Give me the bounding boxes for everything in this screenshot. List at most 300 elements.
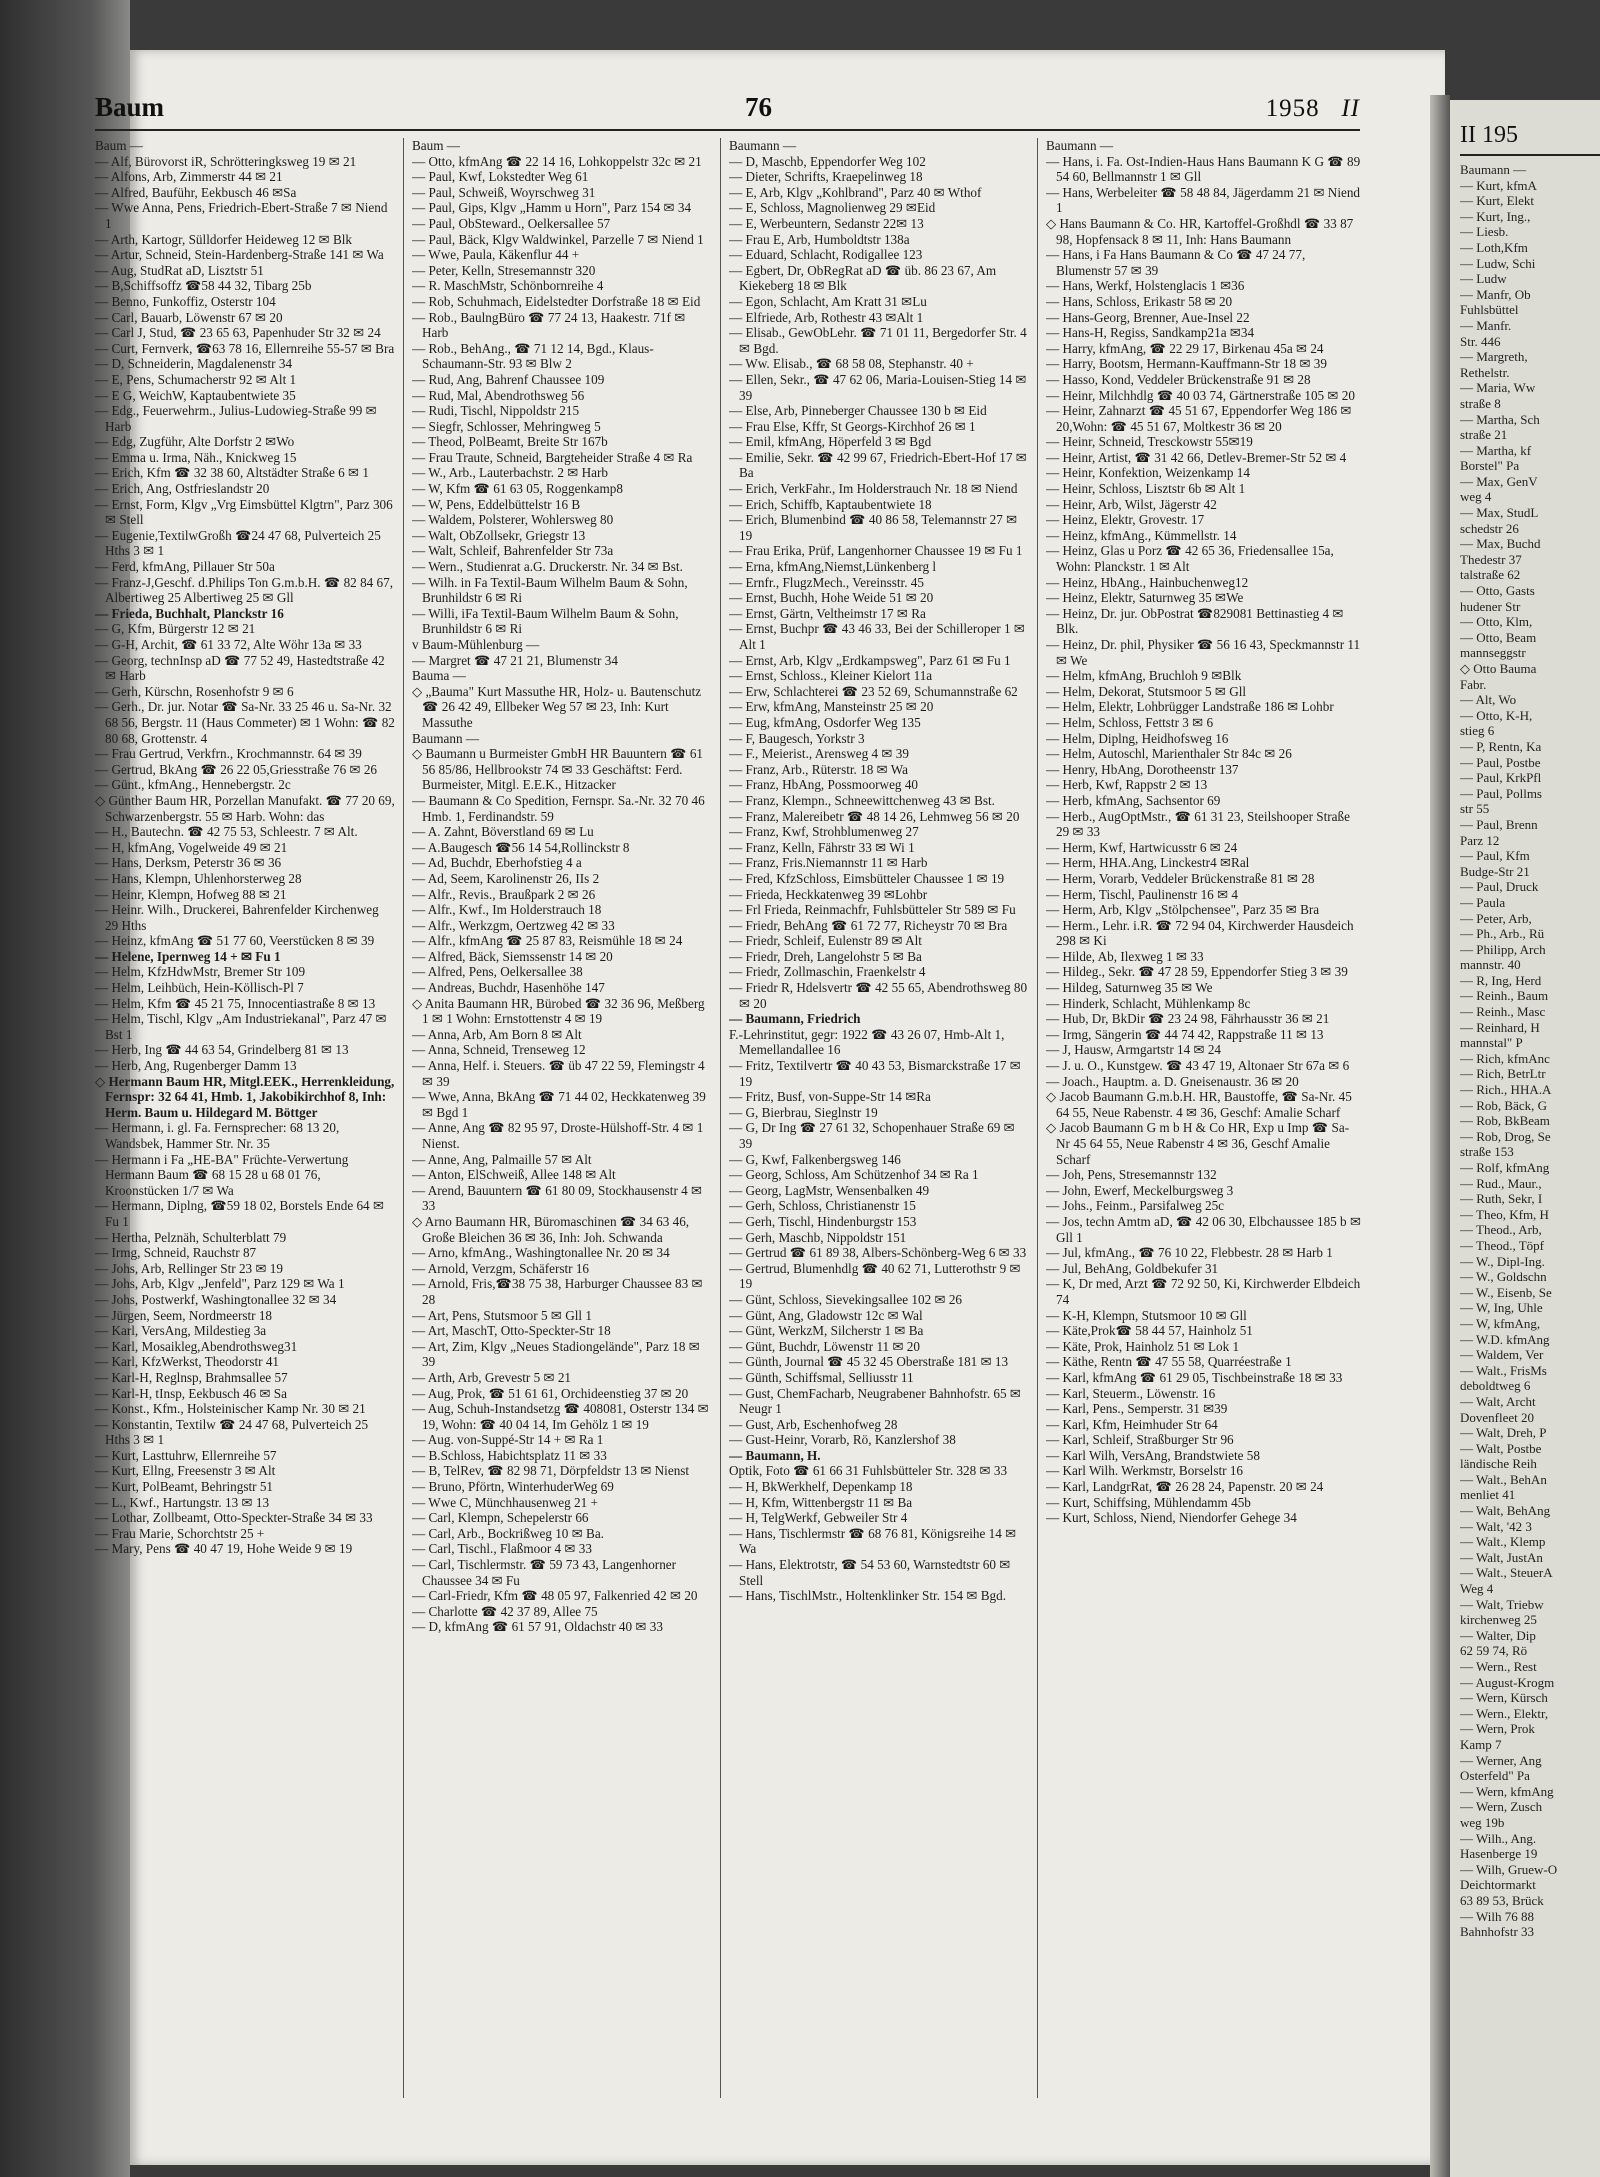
directory-entry: — G, Kwf, Falkenbergsweg 146 xyxy=(729,1151,901,1167)
adjacent-page-line: Osterfeld" Pa xyxy=(1460,1768,1530,1784)
adjacent-page-line: Kamp 7 xyxy=(1460,1736,1502,1752)
adjacent-page-line: — Paul, Druck xyxy=(1460,879,1539,895)
directory-entry: — Günt, Buchdr, Löwenstr 11 ✉ 20 xyxy=(729,1338,920,1354)
adjacent-page-line: weg 19b xyxy=(1460,1814,1505,1830)
directory-entry: ◇ Anita Baumann HR, Bürobed ☎ 32 36 96, Meßberg 1 ✉ 1 Wohn: Ernstottenstr 4 ✉ 19 xyxy=(412,995,705,1027)
directory-entry: — Georg, technInsp aD ☎ 77 52 49, Hastedtstraße 42 ✉ Harb xyxy=(95,652,385,684)
directory-entry: — Mary, Pens ☎ 40 47 19, Hohe Weide 9 ✉ 19 xyxy=(95,1541,353,1557)
directory-entry: — Aug, StudRat aD, Lisztstr 51 xyxy=(95,262,264,278)
directory-entry: — Bruno, Pförtn, WinterhuderWeg 69 xyxy=(412,1479,614,1495)
adjacent-page-line: — Reinh., Baum xyxy=(1460,988,1549,1004)
directory-entry: — Gertrud, BkAng ☎ 26 22 05,Griesstraße 76 ✉ 26 xyxy=(95,761,378,777)
directory-entry: — Gust, ChemFacharb, Neugrabener Bahnhofstr. 65 ✉ Neugr 1 xyxy=(729,1385,1021,1417)
directory-entry: — Franz, Fris.Niemannstr 11 ✉ Harb xyxy=(729,855,928,871)
directory-entry: — Friedr, BehAng ☎ 61 72 77, Richeystr 70 ✉ Bra xyxy=(729,917,1008,933)
directory-entry: — Aug, Prok, ☎ 51 61 61, Orchideenstieg 37 ✉ 20 xyxy=(412,1385,689,1401)
adjacent-page-line: — Kurt, Ing., xyxy=(1460,208,1531,224)
directory-entry: — Friedr R, Hdelsvertr ☎ 42 55 65, Abendrothsweg 80 ✉ 20 xyxy=(729,980,1028,1011)
directory-entry: — Kurt, Schiffsing, Mühlendamm 45b xyxy=(1046,1494,1251,1510)
directory-entry: — H, TelgWerkf, Gebweiler Str 4 xyxy=(729,1510,908,1526)
directory-entry: — Rob., BaulngBüro ☎ 77 24 13, Haakestr. 71f ✉ Harb xyxy=(412,309,686,341)
directory-entry: — Karl Wilh, VersAng, Brandstwiete 58 xyxy=(1046,1447,1260,1463)
adjacent-page-line: Budge-Str 21 xyxy=(1460,863,1530,879)
directory-entry: — Georg, LagMstr, Wensenbalken 49 xyxy=(729,1182,930,1198)
adjacent-page-line: — Walt, BehAng xyxy=(1460,1503,1551,1519)
directory-entry: — Peter, Kelln, Stresemannstr 320 xyxy=(412,262,596,278)
adjacent-page-line: — Rob, Drog, Se xyxy=(1460,1128,1551,1144)
directory-entry: — Karl, kfmAng ☎ 61 29 05, Tischbeinstraße 18 ✉ 33 xyxy=(1046,1369,1343,1385)
directory-entry: — Käte, Prok, Hainholz 51 ✉ Lok 1 xyxy=(1046,1338,1240,1354)
adjacent-page-line: — W., Dipl-Ing. xyxy=(1460,1253,1545,1269)
adjacent-page-line: Str. 446 xyxy=(1460,333,1501,349)
directory-entry: — Paul, ObSteward., Oelkersallee 57 xyxy=(412,215,611,231)
adjacent-page-line: — Ludw xyxy=(1460,271,1507,287)
adjacent-page-line: ländische Reih xyxy=(1460,1456,1537,1472)
directory-entry: — Joh, Pens, Stresemannstr 132 xyxy=(1046,1167,1217,1183)
directory-entry: — Franz, HbAng, Possmoorweg 40 xyxy=(729,777,919,793)
adjacent-page-line: straße 153 xyxy=(1460,1144,1514,1160)
directory-entry: — Willi, iFa Textil-Baum Wilhelm Baum & Sohn, Brunhildstr 6 ✉ Ri xyxy=(412,605,679,637)
directory-entry: — Erw, Schlachterei ☎ 23 52 69, Schumannstraße 62 xyxy=(729,683,1018,699)
directory-entry: — Gertrud, Blumenhdlg ☎ 40 62 71, Lutterothstr 9 ✉ 19 xyxy=(729,1260,1021,1292)
directory-entry: — Heinr, Zahnarzt ☎ 45 51 67, Eppendorfer Weg 186 ✉ 20,Wohn: ☎ 45 51 67, Moltkestr 36 ✉ 20 xyxy=(1046,403,1352,434)
section-heading: Baumann — xyxy=(1046,138,1114,153)
adjacent-page-line: — Rob, Bäck, G xyxy=(1460,1097,1548,1113)
directory-entry: — Arno, kfmAng., Washingtonallee Nr. 20 ✉ 34 xyxy=(412,1245,670,1261)
directory-column-3 xyxy=(729,138,1029,2103)
adjacent-page-line: — Reinh., Masc xyxy=(1460,1004,1546,1020)
directory-entry: — Charlotte ☎ 42 37 89, Allee 75 xyxy=(412,1603,598,1619)
directory-entry: — Hans, Elektrotstr, ☎ 54 53 60, Warnstedtstr 60 ✉ Stell xyxy=(729,1557,1011,1588)
adjacent-page-line: — Reinhard, H xyxy=(1460,1019,1540,1035)
directory-entry: Optik, Foto ☎ 61 66 31 Fuhlsbütteler Str. 328 ✉ 33 xyxy=(729,1463,1008,1479)
directory-entry: — Arnold, Fris,☎38 75 38, Harburger Chaussee 83 ✉ 28 xyxy=(412,1276,703,1307)
directory-entry: — Hub, Dr, BkDir ☎ 23 24 98, Fährhausstr 36 ✉ 21 xyxy=(1046,1011,1330,1027)
directory-entry: — Gerh, Tischl, Hindenburgstr 153 xyxy=(729,1213,917,1229)
directory-entry: — Wwe, Paula, Käkenflur 44 + xyxy=(412,247,580,263)
adjacent-page-line: — Wern, Kürsch xyxy=(1460,1690,1548,1706)
directory-entry: — Karl, KfzWerkst, Theodorstr 41 xyxy=(95,1354,280,1370)
directory-entry: — Fritz, Textilvertr ☎ 40 43 53, Bismarckstraße 17 ✉ 19 xyxy=(729,1058,1021,1089)
directory-entry: — Ernst, Buchpr ☎ 43 46 33, Bei der Schilleroper 1 ✉ Alt 1 xyxy=(729,621,1025,652)
directory-entry: — Heinz, Dr. phil, Physiker ☎ 56 16 43, Speckmannstr 11 ✉ We xyxy=(1046,637,1361,668)
adjacent-page-line: — Werner, Ang xyxy=(1460,1752,1542,1768)
adjacent-page-line: — Ph., Arb., Rü xyxy=(1460,926,1545,942)
directory-entry: — G, Bierbrau, Sieglnstr 19 xyxy=(729,1104,878,1120)
adjacent-page-line: Fuhlsbüttel xyxy=(1460,302,1519,318)
directory-column-1 xyxy=(95,138,395,2103)
directory-entry: — Alfons, Arb, Zimmerstr 44 ✉ 21 xyxy=(95,169,283,185)
directory-entry: — Edg., Feuerwehrm., Julius-Ludowieg-Straße 99 ✉ Harb xyxy=(95,403,377,434)
directory-entry: — Gerh, Maschb, Nippoldstr 151 xyxy=(729,1229,907,1245)
adjacent-page-line: — Walt, JustAn xyxy=(1460,1549,1543,1565)
adjacent-page-line: schedstr 26 xyxy=(1460,520,1519,536)
directory-entry: — Harry, Bootsm, Hermann-Kauffmann-Str 18 ✉ 39 xyxy=(1046,356,1327,372)
adjacent-page-line: — Wilh, Gruew-O xyxy=(1460,1861,1558,1877)
directory-entry: ◇ Jacob Baumann G m b H & Co HR, Exp u Imp ☎ Sa-Nr 45 64 55, Neue Rabenstr 4 ✉ 36, Geschf Amalie Scharf xyxy=(1046,1120,1350,1167)
directory-entry: — K, Dr med, Arzt ☎ 72 92 50, Ki, Kirchwerder Elbdeich 74 xyxy=(1046,1276,1361,1307)
adjacent-page-line: Borstel" Pa xyxy=(1460,458,1520,474)
directory-entry: — Helm, kfmAng, Bruchloh 9 ✉Blk xyxy=(1046,668,1242,684)
column-rule xyxy=(403,138,404,2098)
directory-entry: — Ernst, Form, Klgv „Vrg Eimsbüttel Klgtrn", Parz 306 ✉ Stell xyxy=(95,496,393,528)
directory-entry: — Jürgen, Seem, Nordmeerstr 18 xyxy=(95,1307,273,1323)
directory-entry: — Wilh. in Fa Textil-Baum Wilhelm Baum & Sohn, Brunhildstr 6 ✉ Ri xyxy=(412,574,688,606)
adjacent-page-line: hudener Str xyxy=(1460,598,1521,614)
directory-entry: — Herm, Kwf, Hartwicusstr 6 ✉ 24 xyxy=(1046,839,1238,855)
adjacent-page-line: — Maria, Ww xyxy=(1460,380,1536,396)
directory-entry: — Hans-H, Regiss, Sandkamp21a ✉34 xyxy=(1046,325,1255,341)
directory-entry: — Arth, Kartogr, Sülldorfer Heideweg 12 ✉ Blk xyxy=(95,231,353,247)
adjacent-page-line: — Paul, Kfm xyxy=(1460,848,1530,864)
directory-entry: — L., Kwf., Hartungstr. 13 ✉ 13 xyxy=(95,1494,270,1510)
directory-entry: — Walt, Schleif, Bahrenfelder Str 73a xyxy=(412,543,614,559)
directory-entry: — Karl, VersAng, Mildestieg 3a xyxy=(95,1323,267,1339)
directory-entry: — Baumann, Friedrich xyxy=(729,1011,861,1027)
directory-entry: — Anna, Schneid, Trenseweg 12 xyxy=(412,1042,586,1058)
directory-entry: — Günt, Schloss, Sievekingsallee 102 ✉ 26 xyxy=(729,1291,963,1307)
directory-entry: — Günt, WerkzM, Silcherstr 1 ✉ Ba xyxy=(729,1323,924,1339)
directory-entry: — Herm., Lehr. i.R. ☎ 72 94 04, Kirchwerder Hausdeich 298 ✉ Ki xyxy=(1046,917,1354,949)
directory-entry: — Helm, Schloss, Fettstr 3 ✉ 6 xyxy=(1046,714,1214,730)
adjacent-page-line: — Paul, Brenn xyxy=(1460,816,1538,832)
directory-entry: — Herm, Arb, Klgv „Stölpchensee", Parz 35 ✉ Bra xyxy=(1046,902,1320,918)
directory-entry: — Anne, Ang ☎ 82 95 97, Droste-Hülshoff-Str. 4 ✉ 1 Nienst. xyxy=(412,1120,704,1151)
adjacent-page-line: Hasenberge 19 xyxy=(1460,1846,1538,1862)
directory-entry: — Johs, Arb, Rellinger Str 23 ✉ 19 xyxy=(95,1260,283,1276)
adjacent-page-line: mannseggstr xyxy=(1460,645,1526,661)
directory-entry: — Alfr., kfmAng ☎ 25 87 83, Reismühle 18 ✉ 24 xyxy=(412,933,683,949)
directory-entry: — Fritz, Busf, von-Suppe-Str 14 ✉Ra xyxy=(729,1089,931,1105)
adjacent-page-line: — Walter, Dip xyxy=(1460,1627,1536,1643)
directory-entry: — Hans, Derksm, Peterstr 36 ✉ 36 xyxy=(95,855,282,871)
directory-entry: — Alfred, Bauführ, Eekbusch 46 ✉Sa xyxy=(95,184,297,200)
directory-entry: — Frau Marie, Schorchtstr 25 + xyxy=(95,1525,265,1541)
directory-entry: — Frau Gertrud, Verkfrn., Krochmannstr. 64 ✉ 39 xyxy=(95,746,362,762)
directory-entry: — Ad, Seem, Karolinenstr 26, IIs 2 xyxy=(412,870,600,886)
directory-entry: — W., Arb., Lauterbachstr. 2 ✉ Harb xyxy=(412,465,609,481)
directory-entry: — Alfr., Werkzgm, Oertzweg 42 ✉ 33 xyxy=(412,917,615,933)
directory-entry: — Franz-J,Geschf. d.Philips Ton G.m.b.H. ☎ 82 84 67, Albertiweg 25 Albertiweg 25 ✉ Gll xyxy=(95,574,394,606)
directory-entry: — Edg, Zugführ, Alte Dorfstr 2 ✉Wo xyxy=(95,434,295,450)
directory-entry: — Heinz, Elektr, Grovestr. 17 xyxy=(1046,512,1205,528)
adjacent-page-line: — Paul, Postbe xyxy=(1460,754,1541,770)
adjacent-page-line: Rethelstr. xyxy=(1460,364,1510,380)
directory-entry: — H, kfmAng, Vogelweide 49 ✉ 21 xyxy=(95,839,288,855)
directory-entry: ◇ Günther Baum HR, Porzellan Manufakt. ☎ 77 20 69, Schwarzenbergstr. 55 ✉ Harb. Wohn: das xyxy=(95,792,395,824)
directory-entry: — Franz, Arb., Rüterstr. 18 ✉ Wa xyxy=(729,761,908,777)
directory-columns xyxy=(95,138,1365,2108)
directory-entry: — Käte,Prok☎ 58 44 57, Hainholz 51 xyxy=(1046,1323,1253,1339)
adjacent-page-line: — Theod., Töpf xyxy=(1460,1237,1545,1253)
adjacent-page-line: Bahnhofstr 33 xyxy=(1460,1924,1535,1940)
directory-entry: — W, Kfm ☎ 61 63 05, Roggenkamp8 xyxy=(412,481,623,497)
directory-entry: — G, Kfm, Bürgerstr 12 ✉ 21 xyxy=(95,621,256,637)
directory-entry: — Ww. Elisab., ☎ 68 58 08, Stephanstr. 40 + xyxy=(729,356,974,372)
page-year xyxy=(1266,95,1360,123)
adjacent-page-line: — Walt, Postbe xyxy=(1460,1440,1542,1456)
adjacent-page-line: menliet 41 xyxy=(1460,1487,1516,1503)
adjacent-page-line: — Max, Buchd xyxy=(1460,536,1541,552)
directory-entry: — Anton, ElSchweiß, Allee 148 ✉ Alt xyxy=(412,1167,616,1183)
directory-entry: — Frau Else, Kffr, St Georgs-Kirchhof 26 ✉ 1 xyxy=(729,418,976,434)
directory-entry: — Kurt, Lasttuhrw, Ellernreihe 57 xyxy=(95,1447,277,1463)
directory-entry: — Irmg, Sängerin ☎ 44 74 42, Rappstraße 11 ✉ 13 xyxy=(1046,1026,1324,1042)
directory-entry: — Franz, Malereibetr ☎ 48 14 26, Lehmweg 56 ✉ 20 xyxy=(729,808,1020,824)
directory-entry: — Helm, Kfm ☎ 45 21 75, Innocentiastraße 8 ✉ 13 xyxy=(95,995,376,1011)
directory-entry: v Baum-Mühlenburg — xyxy=(412,637,540,652)
directory-entry: — Alfred, Pens, Oelkersallee 38 xyxy=(412,964,583,980)
directory-entry: — Herb, Ing ☎ 44 63 54, Grindelberg 81 ✉ 13 xyxy=(95,1042,349,1058)
directory-entry: — A. Zahnt, Böverstland 69 ✉ Lu xyxy=(412,824,594,840)
directory-entry: — Herm, Vorarb, Veddeler Brückenstraße 81 ✉ 28 xyxy=(1046,870,1315,886)
directory-entry: — Paul, Gips, Klgv „Hamm u Horn", Parz 154 ✉ 34 xyxy=(412,200,692,216)
directory-entry: — Hasso, Kond, Veddeler Brückenstraße 91 ✉ 28 xyxy=(1046,371,1311,387)
directory-entry: — Benno, Funkoffiz, Osterstr 104 xyxy=(95,293,276,309)
directory-entry: — Arth, Arb, Grevestr 5 ✉ 21 xyxy=(412,1369,572,1385)
directory-entry: — Hans-Georg, Brenner, Aue-Insel 22 xyxy=(1046,309,1250,325)
directory-entry: — Helm, Leihbüch, Hein-Köllisch-Pl 7 xyxy=(95,980,304,996)
adjacent-page-line: mannstal" P xyxy=(1460,1035,1523,1051)
directory-entry: — Baumann, H. xyxy=(729,1447,821,1463)
directory-entry: — Jos, techn Amtm aD, ☎ 42 06 30, Elbchaussee 185 b ✉ Gll 1 xyxy=(1046,1213,1361,1245)
adjacent-page-line: — Wern, Prok xyxy=(1460,1721,1535,1737)
directory-entry: — E, Arb, Klgv „Kohlbrand", Parz 40 ✉ Wthof xyxy=(729,184,982,200)
adjacent-page-line: 62 59 74, Rö xyxy=(1460,1643,1528,1659)
directory-entry: — Frau Erika, Prüf, Langenhorner Chaussee 19 ✉ Fu 1 xyxy=(729,543,1023,559)
directory-entry: — Art, Pens, Stutsmoor 5 ✉ Gll 1 xyxy=(412,1307,592,1323)
directory-entry: ◇ Hermann Baum HR, Mitgl.EEK., Herrenkleidung, Fernspr: 32 64 41, Hmb. 1, Jakobikirchhof 8, Inh: Herm. Baum u. Hildegard M. Böttger xyxy=(95,1073,395,1120)
directory-entry: — Egbert, Dr, ObRegRat aD ☎ üb. 86 23 67, Am Kiekeberg 18 ✉ Blk xyxy=(729,262,997,294)
directory-entry: — Carl, Tischlermstr. ☎ 59 73 43, Langenhorner Chaussee 34 ✉ Fu xyxy=(412,1557,677,1588)
directory-entry: — Wwe C, Münchhausenweg 21 + xyxy=(412,1494,598,1510)
directory-entry: — Paul, Bäck, Klgv Waldwinkel, Parzelle 7 ✉ Niend 1 xyxy=(412,231,704,247)
directory-entry: — Erich, Kfm ☎ 32 38 60, Altstädter Straße 6 ✉ 1 xyxy=(95,465,369,481)
directory-entry: — Hans, Werbeleiter ☎ 58 48 84, Jägerdamm 21 ✉ Niend 1 xyxy=(1046,184,1361,216)
directory-entry: — Hermann, Diplng, ☎59 18 02, Borstels Ende 64 ✉ Fu 1 xyxy=(95,1198,384,1229)
adjacent-page-line: — Walt., BehAn xyxy=(1460,1471,1547,1487)
year-text: 1958 xyxy=(1265,95,1320,122)
adjacent-page-line: — Rolf, kfmAng xyxy=(1460,1160,1550,1175)
adjacent-page-line: — Paula xyxy=(1460,894,1506,910)
directory-entry: — Günt., kfmAng., Hennebergstr. 2c xyxy=(95,777,291,793)
directory-entry: — Karl, Kfm, Heimhuder Str 64 xyxy=(1046,1416,1218,1432)
adjacent-page-line: — Rich., HHA.A xyxy=(1460,1082,1552,1098)
directory-entry: — Egon, Schlacht, Am Kratt 31 ✉Lu xyxy=(729,293,927,309)
directory-entry: — Jul, kfmAng., ☎ 76 10 22, Flebbestr. 28 ✉ Harb 1 xyxy=(1046,1245,1333,1261)
directory-entry: — Frau Traute, Schneid, Bargteheider Straße 4 ✉ Ra xyxy=(412,449,693,465)
adjacent-page-line: Baumann — xyxy=(1460,162,1527,177)
directory-entry: — Curt, Fernverk, ☎63 78 16, Ellernreihe 55-57 ✉ Bra xyxy=(95,340,395,356)
adjacent-page-line: Fabr. xyxy=(1460,676,1487,692)
directory-entry: — Hans, Klempn, Uhlenhorsterweg 28 xyxy=(95,870,302,886)
directory-entry: — Henry, HbAng, Dorotheenstr 137 xyxy=(1046,761,1239,777)
directory-entry: — Konstantin, Textilw ☎ 24 47 68, Pulverteich 25 Hths 3 ✉ 1 xyxy=(95,1416,369,1448)
directory-entry: — Alfred, Bäck, Siemssenstr 14 ✉ 20 xyxy=(412,948,613,964)
directory-entry: — Margret ☎ 47 21 21, Blumenstr 34 xyxy=(412,652,618,668)
directory-entry: — Herm, Tischl, Paulinenstr 16 ✉ 4 xyxy=(1046,886,1239,902)
directory-entry: — J, Hausw, Armgartstr 14 ✉ 24 xyxy=(1046,1042,1222,1058)
column-rule xyxy=(720,138,721,2098)
directory-entry: — J. u. O., Kunstgew. ☎ 43 47 19, Altonaer Str 67a ✉ 6 xyxy=(1046,1058,1350,1074)
adjacent-page-line: — Paul, KrkPfl xyxy=(1460,770,1542,786)
section-heading: Bauma — xyxy=(412,668,466,684)
directory-entry: — Ernst, Schloss., Kleiner Kielort 11a xyxy=(729,668,933,684)
directory-entry: ◇ Arno Baumann HR, Büromaschinen ☎ 34 63 46, Große Bleichen 36 ✉ 36, Inh: Joh. Schwanda xyxy=(412,1213,690,1245)
directory-entry: — Kurt, Schloss, Niend, Niendorfer Gehege 34 xyxy=(1046,1510,1297,1526)
directory-entry: — Wwe, Anna, BkAng ☎ 71 44 02, Heckkatenweg 39 ✉ Bgd 1 xyxy=(412,1089,706,1120)
book-spine xyxy=(1430,95,1450,2177)
adjacent-page-line: Dovenfleet 20 xyxy=(1460,1409,1535,1425)
adjacent-page-line: weg 4 xyxy=(1460,489,1492,505)
directory-entry: — Hans, TischlMstr., Holtenklinker Str. 154 ✉ Bgd. xyxy=(729,1588,1007,1604)
directory-entry: — Aug, Schuh-Instandsetzg ☎ 408081, Osterstr 134 ✉ 19, Wohn: ☎ 40 04 14, Im Gehölz 1 ✉ 19 xyxy=(412,1401,709,1432)
directory-entry: — Hans, Schloss, Erikastr 58 ✉ 20 xyxy=(1046,293,1233,309)
directory-entry: — Hans, i. Fa. Ost-Indien-Haus Hans Baumann K G ☎ 89 54 60, Bellmannstr 1 ✉ Gll xyxy=(1046,153,1361,185)
section-text: II xyxy=(1341,95,1360,122)
directory-entry: — Gertrud ☎ 61 89 38, Albers-Schönberg-Weg 6 ✉ 33 xyxy=(729,1245,1027,1261)
directory-entry: — G-H, Archit, ☎ 61 33 72, Alte Wöhr 13a ✉ 33 xyxy=(95,637,362,652)
page-header xyxy=(95,85,1360,131)
directory-entry: — John, Ewerf, Meckelburgsweg 3 xyxy=(1046,1182,1234,1198)
adjacent-page-line: — Paul, Pollms xyxy=(1460,785,1542,801)
adjacent-page-line: — Otto, Klm, xyxy=(1460,614,1533,630)
directory-entry: — Erich, Ang, Ostfrieslandstr 20 xyxy=(95,481,270,497)
adjacent-page-line: — Margreth, xyxy=(1460,349,1528,365)
directory-entry: — D, Schneiderin, Magdalenenstr 34 xyxy=(95,356,293,372)
directory-entry: — Georg, Schloss, Am Schützenhof 34 ✉ Ra 1 xyxy=(729,1167,979,1183)
directory-entry: — Heinr, Klempn, Hofweg 88 ✉ 21 xyxy=(95,886,287,902)
directory-entry: — Hans, Tischlermstr ☎ 68 76 81, Königsreihe 14 ✉ Wa xyxy=(729,1525,1017,1557)
adjacent-page-line: stieg 6 xyxy=(1460,723,1495,739)
directory-entry: — Herm, HHA.Ang, Linckestr4 ✉Ral xyxy=(1046,855,1250,871)
adjacent-page-line: straße 21 xyxy=(1460,427,1508,443)
adjacent-page-line: — Wern, kfmAng xyxy=(1460,1783,1554,1799)
adjacent-page-line: — Wern., Elektr, xyxy=(1460,1705,1549,1721)
adjacent-page-line: Parz 12 xyxy=(1460,832,1500,848)
adjacent-page-line: — Kurt, Elekt xyxy=(1460,193,1535,209)
directory-entry: — Rob., BehAng., ☎ 71 12 14, Bgd., Klaus-Schaumann-Str. 93 ✉ Blw 2 xyxy=(412,340,654,372)
directory-entry: — B.Schloss, Habichtsplatz 11 ✉ 33 xyxy=(412,1447,607,1463)
adjacent-page-line: — Manfr, Ob xyxy=(1460,286,1531,302)
directory-entry: — Hildeg., Sekr. ☎ 47 28 59, Eppendorfer Stieg 3 ✉ 39 xyxy=(1046,964,1348,980)
directory-entry: — Eugenie,TextilwGroßh ☎24 47 68, Pulverteich 25 Hths 3 ✉ 1 xyxy=(95,527,381,559)
directory-entry: — Hilde, Ab, Ilexweg 1 ✉ 33 xyxy=(1046,948,1204,964)
adjacent-page-column xyxy=(1460,162,1600,1940)
adjacent-page-line: — Walt., FrisMs xyxy=(1460,1362,1547,1378)
directory-entry: — Gerh., Dr. jur. Notar ☎ Sa-Nr. 33 25 46 u. Sa-Nr. 32 68 56, Bergstr. 11 (Haus Commeter) ✉ 1 Wohn: ☎ 82 80 68, Grottenstr. 4 xyxy=(95,699,395,746)
directory-entry: — Arend, Bauuntern ☎ 61 80 09, Stockhausenstr 4 ✉ 33 xyxy=(412,1182,703,1214)
directory-column-4 xyxy=(1046,138,1361,2103)
adjacent-page-line: — Ludw, Schi xyxy=(1460,255,1536,271)
adjacent-page-line: — Max, GenV xyxy=(1460,473,1538,489)
directory-entry: — F., Meierist., Arensweg 4 ✉ 39 xyxy=(729,746,909,762)
adjacent-page-line: Deichtormarkt xyxy=(1460,1877,1536,1893)
directory-entry: — Carl, Arb., Bockrißweg 10 ✉ Ba. xyxy=(412,1525,604,1541)
directory-entry: — Karl, Steuerm., Löwenstr. 16 xyxy=(1046,1385,1216,1401)
directory-entry: ◇ Jacob Baumann G.m.b.H. HR, Baustoffe, ☎ Sa-Nr. 45 64 55, Neue Rabenstr. 4 ✉ 36, Geschf: Amalie Scharf xyxy=(1046,1089,1352,1120)
directory-entry: — Heinz, Dr. jur. ObPostrat ☎829081 Bettinastieg 4 ✉ Blk. xyxy=(1046,605,1344,637)
directory-entry: — Rud, Mal, Abendrothsweg 56 xyxy=(412,387,585,403)
directory-entry: — Helm, Tischl, Klgv „Am Industriekanal", Parz 47 ✉ Bst 1 xyxy=(95,1011,387,1042)
directory-entry: — Harry, kfmAng, ☎ 22 29 17, Birkenau 45a ✉ 24 xyxy=(1046,340,1324,356)
directory-entry: — Gust, Arb, Eschenhofweg 28 xyxy=(729,1416,898,1432)
adjacent-page-line: — Rud., Maur., xyxy=(1460,1175,1542,1191)
directory-entry: — Ernst, Buchh, Hohe Weide 51 ✉ 20 xyxy=(729,590,934,606)
directory-entry: — Kurt, Ellng, Freesenstr 3 ✉ Alt xyxy=(95,1463,276,1479)
directory-entry: — Ernfr., FlugzMech., Vereinsstr. 45 xyxy=(729,574,924,590)
directory-entry: — Rudi, Tischl, Nippoldstr 215 xyxy=(412,403,580,419)
directory-entry: — Helm, Dekorat, Stutsmoor 5 ✉ Gll xyxy=(1046,683,1247,699)
directory-entry: — Hinderk, Schlacht, Mühlenkamp 8c xyxy=(1046,995,1251,1011)
directory-entry: — Friedr, Zollmaschin, Fraenkelstr 4 xyxy=(729,964,926,980)
directory-entry: — Artur, Schneid, Stein-Hardenberg-Straße 141 ✉ Wa xyxy=(95,247,384,263)
directory-entry: — Karl, LandgrRat, ☎ 26 28 24, Papenstr. 20 ✉ 24 xyxy=(1046,1479,1324,1495)
adjacent-page-line: 63 89 53, Brück xyxy=(1460,1892,1544,1908)
adjacent-page-line: — Rob, BkBeam xyxy=(1460,1113,1550,1129)
adjacent-page-line: — Alt, Wo xyxy=(1460,692,1517,708)
column-rule xyxy=(1037,138,1038,2098)
adjacent-page-line: — Theod., Arb, xyxy=(1460,1222,1542,1238)
adjacent-page-line: — Max, StudL xyxy=(1460,505,1539,521)
adjacent-page-line: — Otto, Gasts xyxy=(1460,583,1535,599)
section-heading: Baum — xyxy=(95,138,143,153)
adjacent-page-line: — Waldem, Ver xyxy=(1460,1347,1544,1363)
directory-entry: — Kurt, PolBeamt, Behringstr 51 xyxy=(95,1479,274,1495)
directory-entry: — Herb, Kwf, Rappstr 2 ✉ 13 xyxy=(1046,777,1208,793)
directory-entry: — W, Pens, Eddelbüttelstr 16 B xyxy=(412,496,581,512)
directory-entry: — F, Baugesch, Yorkstr 3 xyxy=(729,730,865,746)
directory-entry: — Ellen, Sekr., ☎ 47 62 06, Maria-Louisen-Stieg 14 ✉ 39 xyxy=(729,371,1027,403)
directory-entry: — Karl, Schleif, Straßburger Str 96 xyxy=(1046,1432,1234,1448)
directory-entry: — Heinz, kfmAng ☎ 51 77 60, Veerstücken 8 ✉ 39 xyxy=(95,933,375,949)
directory-entry: — Heinr. Wilh., Druckerei, Bahrenfelder Kirchenweg 29 Hths xyxy=(95,902,379,933)
directory-entry: — E G, WeichW, Kaptaubentwiete 35 xyxy=(95,387,296,403)
directory-entry: — Ad, Buchdr, Eberhofstieg 4 a xyxy=(412,855,582,871)
adjacent-page-line: str 55 xyxy=(1460,801,1490,817)
adjacent-page-line: — Wern, Zusch xyxy=(1460,1799,1543,1815)
adjacent-page-line: — Walt, Dreh, P xyxy=(1460,1425,1547,1441)
directory-entry: — Helene, Ipernweg 14 + ✉ Fu 1 xyxy=(95,948,281,964)
directory-entry: — Franz, Klempn., Schneewittchenweg 43 ✉ Bst. xyxy=(729,792,995,808)
directory-entry: — Heinz, Glas u Porz ☎ 42 65 36, Friedensallee 15a, Wohn: Planckstr. 1 ✉ Alt xyxy=(1046,543,1334,575)
directory-entry: — Arnold, Verzgm, Schäferstr 16 xyxy=(412,1260,590,1276)
directory-entry: — B, TelRev, ☎ 82 98 71, Dörpfeldstr 13 ✉ Nienst xyxy=(412,1463,690,1479)
adjacent-page-line: — Walt, '42 3 xyxy=(1460,1518,1532,1534)
directory-entry: — Emilie, Sekr. ☎ 42 99 67, Friedrich-Ebert-Hof 17 ✉ Ba xyxy=(729,449,1027,481)
adjacent-page-line: — W., Eisenb, Se xyxy=(1460,1284,1552,1300)
adjacent-page-line: Thedestr 37 xyxy=(1460,551,1522,567)
directory-entry: ◇ „Bauma" Kurt Massuthe HR, Holz- u. Bautenschutz ☎ 26 42 49, Ellbeker Weg 57 ✉ 23, Inh: Kurt Massuthe xyxy=(412,683,702,730)
directory-entry: — Else, Arb, Pinneberger Chaussee 130 b ✉ Eid xyxy=(729,403,987,419)
directory-entry: — Otto, kfmAng ☎ 22 14 16, Lohkoppelstr 32c ✉ 21 xyxy=(412,153,702,169)
directory-entry: — D, kfmAng ☎ 61 57 91, Oldachstr 40 ✉ 33 xyxy=(412,1619,663,1635)
directory-entry: — Herb, kfmAng, Sachsentor 69 xyxy=(1046,792,1221,808)
directory-entry: — Gerh, Schloss, Christianenstr 15 xyxy=(729,1198,916,1214)
directory-entry: — Irmg, Schneid, Rauchstr 87 xyxy=(95,1245,257,1261)
directory-entry: — Helm, Autoschl, Marienthaler Str 84c ✉ 26 xyxy=(1046,746,1292,762)
directory-entry: — Andreas, Buchdr, Hasenhöhe 147 xyxy=(412,980,605,996)
directory-entry: — Erich, VerkFahr., Im Holderstrauch Nr. 18 ✉ Niend xyxy=(729,481,1018,497)
adjacent-page-line: — Ruth, Sekr, I xyxy=(1460,1191,1543,1207)
directory-entry: — H, Kfm, Wittenbergstr 11 ✉ Ba xyxy=(729,1494,913,1510)
adjacent-page-line: — Otto, K-H, xyxy=(1460,707,1533,723)
directory-entry: — Karl Wilh. Werkmstr, Borselstr 16 xyxy=(1046,1463,1244,1479)
section-heading: Baum — xyxy=(412,138,460,153)
directory-entry: — Siegfr, Schlosser, Mehringweg 5 xyxy=(412,418,601,434)
directory-entry: — Karl-H, tInsp, Eekbusch 46 ✉ Sa xyxy=(95,1385,287,1401)
directory-entry: — Heinz, kfmAng., Kümmellstr. 14 xyxy=(1046,527,1237,543)
